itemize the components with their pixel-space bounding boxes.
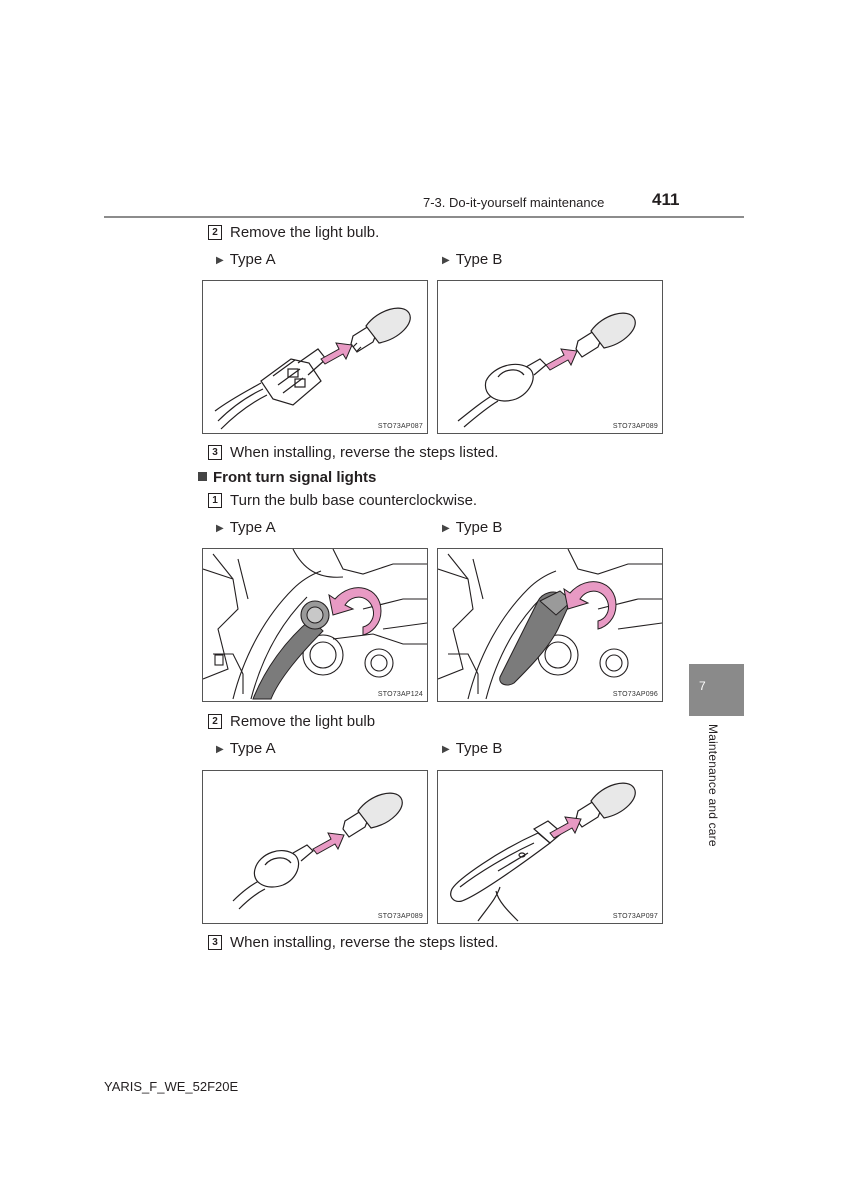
- illustration-front-type-a: [202, 548, 428, 702]
- illustration-rear-type-a: [202, 280, 428, 434]
- illustration-code: STO73AP124: [377, 691, 423, 698]
- chapter-tab: [689, 664, 744, 716]
- chapter-title-vertical: Maintenance and care: [706, 724, 720, 847]
- bulb-base-twist-drawing: [438, 549, 662, 701]
- bulb-base-twist-drawing: [203, 549, 427, 701]
- header-rule: [104, 216, 744, 218]
- chapter-number: 7: [699, 679, 706, 693]
- triangle-icon: ▶: [216, 744, 224, 755]
- step-number: 2: [208, 714, 222, 729]
- bulb-removal-drawing: [203, 281, 427, 433]
- step-text: When installing, reverse the steps listed.: [230, 934, 499, 951]
- triangle-icon: ▶: [216, 255, 224, 266]
- illustration-rear-type-b: [437, 280, 663, 434]
- type-label-text: Type A: [229, 740, 276, 757]
- illustration-code: STO73AP087: [377, 423, 423, 430]
- step-number: 3: [208, 935, 222, 950]
- illustration-code: STO73AP089: [377, 913, 423, 920]
- step-text: Turn the bulb base counterclockwise.: [230, 492, 478, 509]
- header-section-title: 7-3. Do-it-yourself maintenance: [423, 195, 605, 210]
- type-label-text: Type B: [455, 519, 503, 536]
- illustration-front-type-b-removal: [437, 770, 663, 924]
- triangle-icon: ▶: [442, 523, 450, 534]
- bulb-removal-drawing: [438, 771, 662, 923]
- triangle-icon: ▶: [442, 744, 450, 755]
- illustration-front-type-a-removal: [202, 770, 428, 924]
- section-heading-text: Front turn signal lights: [213, 469, 377, 486]
- step-number: 3: [208, 445, 222, 460]
- type-label-text: Type A: [229, 519, 276, 536]
- type-b-label: [442, 519, 502, 538]
- illustration-front-type-b: [437, 548, 663, 702]
- step-number: 1: [208, 493, 222, 508]
- step-text: When installing, reverse the steps listed.: [230, 444, 499, 461]
- triangle-icon: ▶: [442, 255, 450, 266]
- type-b-label: [442, 251, 502, 270]
- type-a-label: [216, 519, 276, 538]
- bulb-removal-drawing: [203, 771, 427, 923]
- type-a-label: [216, 740, 276, 759]
- square-bullet-icon: [198, 472, 207, 481]
- document-code: YARIS_F_WE_52F20E: [104, 1079, 239, 1094]
- illustration-code: STO73AP089: [612, 423, 658, 430]
- type-b-label: [442, 740, 502, 759]
- illustration-code: STO73AP097: [612, 913, 658, 920]
- step-text: Remove the light bulb.: [230, 224, 380, 241]
- illustration-code: STO73AP096: [612, 691, 658, 698]
- triangle-icon: ▶: [216, 523, 224, 534]
- page-number: 411: [652, 190, 680, 209]
- step-text: Remove the light bulb: [230, 713, 376, 730]
- section-heading: [198, 469, 376, 487]
- type-label-text: Type A: [229, 251, 276, 268]
- step-number: 2: [208, 225, 222, 240]
- bulb-removal-drawing: [438, 281, 662, 433]
- type-label-text: Type B: [455, 740, 503, 757]
- type-label-text: Type B: [455, 251, 503, 268]
- type-a-label: [216, 251, 276, 270]
